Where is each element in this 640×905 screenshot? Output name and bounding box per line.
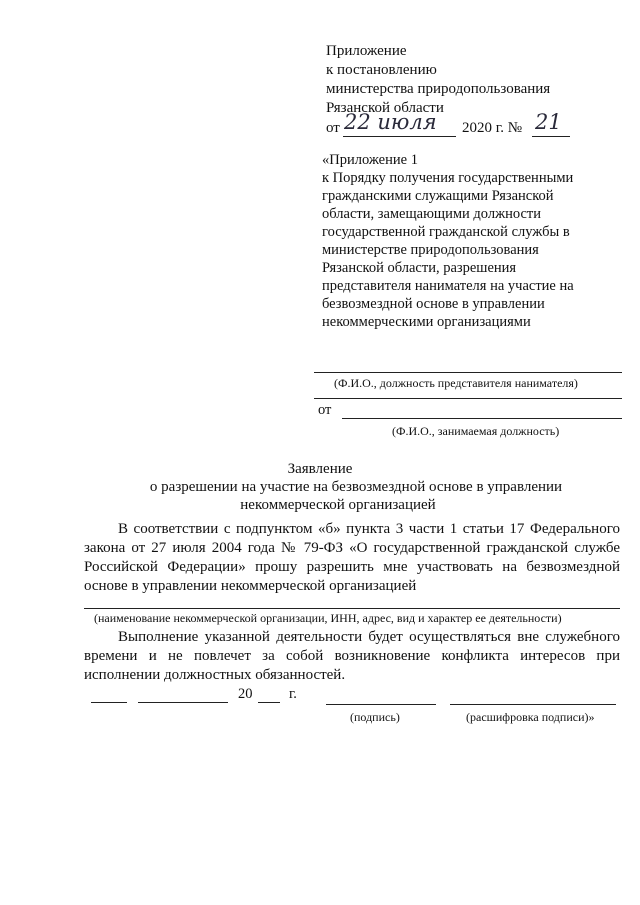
appendix-line: Рязанской области, разрешения xyxy=(322,260,517,276)
addressee-caption-2: (Ф.И.О., занимаемая должность) xyxy=(392,424,560,438)
para1-line1: В соответствии с подпунктом «б» пункта 3 части 1 статьи 17 Федерального xyxy=(118,521,620,537)
year-blank xyxy=(258,702,280,703)
addressee-from-label: от xyxy=(318,402,332,418)
header-from-label: от xyxy=(326,120,340,136)
para1-line4: основе в управлении некоммерческой организацией xyxy=(84,578,417,594)
header-line3: министерства природопользования xyxy=(326,81,551,97)
addressee-line-1 xyxy=(314,372,622,373)
day-blank xyxy=(91,702,127,703)
appendix-line: министерстве природопользования xyxy=(322,242,539,258)
appendix-line: представителя нанимателя на участие на xyxy=(322,278,574,294)
org-name-line xyxy=(84,608,620,609)
appendix-line: области, замещающими должности xyxy=(322,206,542,222)
org-caption: (наименование некоммерческой организации, ИНН, адрес, вид и характер ее деятельности) xyxy=(94,611,562,625)
para2-line1: Выполнение указанной деятельности будет осуществляться вне служебного xyxy=(118,629,620,645)
para1-line2: закона от 27 июля 2004 года № 79-ФЗ «О государственной гражданской службе xyxy=(84,540,620,556)
appendix-line: некоммерческими организациями xyxy=(322,314,531,330)
para1-line3: Российской Федерации» прошу разрешить мне участвовать на безвозмездной xyxy=(84,559,620,575)
appendix-line: государственной гражданской службы в xyxy=(322,224,570,240)
addressee-caption-1: (Ф.И.О., должность представителя нанимателя) xyxy=(334,376,578,390)
number-underline xyxy=(532,136,570,137)
year-suffix: г. xyxy=(289,686,297,702)
year-prefix: 20 xyxy=(238,686,253,702)
appendix-line: к Порядку получения государственными xyxy=(322,170,574,186)
header-line4: Рязанской области xyxy=(326,100,444,116)
date-underline xyxy=(343,136,456,137)
addressee-line-3 xyxy=(342,418,622,419)
statement-subtitle-2: некоммерческой организацией xyxy=(240,497,436,513)
signature-decode-line xyxy=(450,704,616,705)
para2-line2: времени и не повлечет за собой возникновение конфликта интересов при xyxy=(84,648,620,664)
signature-line xyxy=(326,704,436,705)
para2-line3: исполнении должностных обязанностей. xyxy=(84,667,346,683)
appendix-line: «Приложение 1 xyxy=(322,152,418,168)
header-line2: к постановлению xyxy=(326,62,437,78)
header-year-label: 2020 г. № xyxy=(462,120,523,136)
handwritten-date: 22 июля xyxy=(344,110,437,134)
header-line1: Приложение xyxy=(326,43,407,59)
appendix-line: гражданскими служащими Рязанской xyxy=(322,188,554,204)
handwritten-number: 21 xyxy=(535,110,562,134)
signature-decode-caption: (расшифровка подписи)» xyxy=(466,710,595,724)
statement-subtitle-1: о разрешении на участие на безвозмездной основе в управлении xyxy=(149,479,563,495)
appendix-line: безвозмездной основе в управлении xyxy=(322,296,545,312)
month-blank xyxy=(138,702,228,703)
statement-title: Заявление xyxy=(287,461,353,477)
addressee-line-2 xyxy=(314,398,622,399)
signature-caption: (подпись) xyxy=(350,710,400,724)
